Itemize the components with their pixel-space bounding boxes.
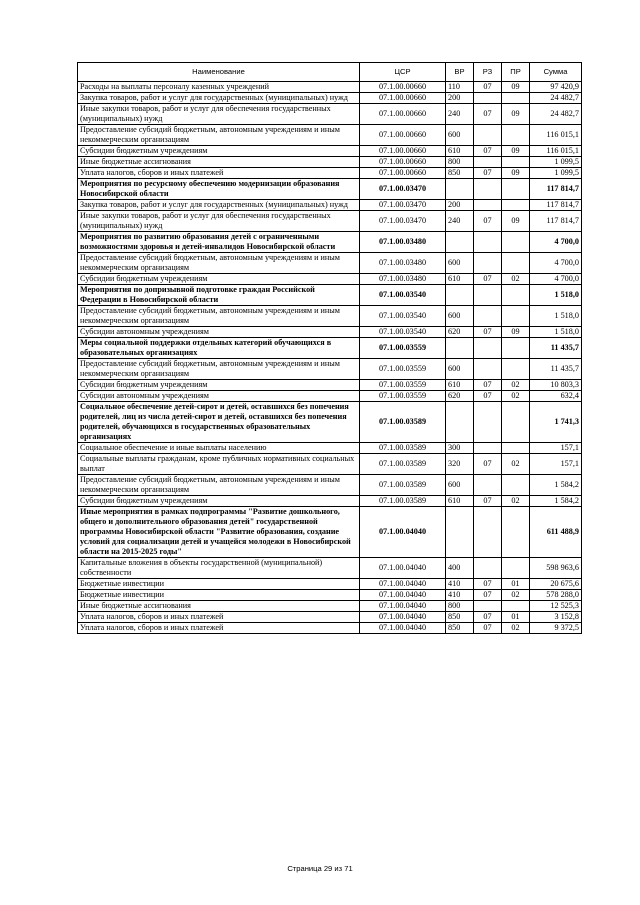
table-row <box>78 391 582 402</box>
table-row <box>78 232 582 253</box>
cell-rz <box>474 125 502 146</box>
cell-sum: 1 099,5 <box>530 168 582 179</box>
cell-name: Закупка товаров, работ и услуг для государственных (муниципальных) нужд <box>78 93 360 104</box>
cell-name: Субсидии бюджетным учреждениям <box>78 496 360 507</box>
cell-vr <box>446 285 474 306</box>
cell-rz <box>474 558 502 579</box>
cell-sum: 3 152,8 <box>530 612 582 623</box>
cell-vr: 850 <box>446 623 474 634</box>
cell-pr <box>502 306 530 327</box>
cell-pr <box>502 125 530 146</box>
cell-sum: 4 700,0 <box>530 253 582 274</box>
table-row <box>78 82 582 93</box>
cell-vr: 240 <box>446 104 474 125</box>
cell-vr <box>446 232 474 253</box>
cell-vr: 600 <box>446 475 474 496</box>
table-row <box>78 507 582 558</box>
cell-csr: 07.1.00.03540 <box>360 327 446 338</box>
cell-name: Субсидии автономным учреждениям <box>78 327 360 338</box>
cell-sum: 632,4 <box>530 391 582 402</box>
cell-name: Меры социальной поддержки отдельных категорий обучающихся в образовательных организациях <box>78 338 360 359</box>
cell-pr <box>502 558 530 579</box>
cell-vr: 800 <box>446 157 474 168</box>
cell-name: Бюджетные инвестиции <box>78 590 360 601</box>
cell-name: Предоставление субсидий бюджетным, автономным учреждениям и иным некоммерческим организациям <box>78 125 360 146</box>
cell-sum: 1 584,2 <box>530 475 582 496</box>
cell-name: Субсидии бюджетным учреждениям <box>78 146 360 157</box>
table-row <box>78 475 582 496</box>
cell-rz: 07 <box>474 454 502 475</box>
cell-sum: 117 814,7 <box>530 179 582 200</box>
budget-table-container <box>77 62 581 634</box>
cell-vr: 800 <box>446 601 474 612</box>
cell-rz: 07 <box>474 590 502 601</box>
table-header-row <box>78 63 582 82</box>
cell-vr <box>446 402 474 443</box>
cell-sum: 598 963,6 <box>530 558 582 579</box>
cell-sum: 4 700,0 <box>530 274 582 285</box>
table-row <box>78 306 582 327</box>
table-row <box>78 168 582 179</box>
cell-rz <box>474 232 502 253</box>
cell-csr: 07.1.00.00660 <box>360 157 446 168</box>
cell-sum: 9 372,5 <box>530 623 582 634</box>
cell-pr <box>502 338 530 359</box>
cell-csr: 07.1.00.03589 <box>360 402 446 443</box>
cell-rz <box>474 306 502 327</box>
cell-name: Иные закупки товаров, работ и услуг для обеспечения государственных (муниципальных) нужд <box>78 211 360 232</box>
cell-rz <box>474 601 502 612</box>
cell-rz: 07 <box>474 146 502 157</box>
header-pr: ПР <box>502 63 530 82</box>
cell-vr: 410 <box>446 590 474 601</box>
header-name: Наименование <box>78 63 360 82</box>
cell-name: Закупка товаров, работ и услуг для государственных (муниципальных) нужд <box>78 200 360 211</box>
cell-sum: 1 741,3 <box>530 402 582 443</box>
cell-name: Социальные выплаты гражданам, кроме публичных нормативных социальных выплат <box>78 454 360 475</box>
table-row <box>78 623 582 634</box>
cell-rz: 07 <box>474 579 502 590</box>
cell-pr <box>502 475 530 496</box>
cell-pr: 09 <box>502 211 530 232</box>
cell-sum: 20 675,6 <box>530 579 582 590</box>
cell-sum: 11 435,7 <box>530 359 582 380</box>
page-number: Страница 29 из 71 <box>287 864 353 873</box>
cell-vr: 600 <box>446 125 474 146</box>
table-row <box>78 558 582 579</box>
cell-csr: 07.1.00.03559 <box>360 338 446 359</box>
cell-name: Субсидии бюджетным учреждениям <box>78 380 360 391</box>
cell-vr: 610 <box>446 146 474 157</box>
cell-vr: 240 <box>446 211 474 232</box>
cell-name: Уплата налогов, сборов и иных платежей <box>78 612 360 623</box>
table-row <box>78 104 582 125</box>
cell-csr: 07.1.00.03559 <box>360 359 446 380</box>
cell-vr: 610 <box>446 380 474 391</box>
cell-pr: 09 <box>502 104 530 125</box>
cell-name: Субсидии автономным учреждениям <box>78 391 360 402</box>
cell-pr <box>502 93 530 104</box>
cell-rz <box>474 179 502 200</box>
cell-name: Иные бюджетные ассигнования <box>78 157 360 168</box>
cell-csr: 07.1.00.03540 <box>360 306 446 327</box>
cell-sum: 116 015,1 <box>530 146 582 157</box>
cell-pr: 02 <box>502 380 530 391</box>
cell-sum: 24 482,7 <box>530 104 582 125</box>
cell-vr: 200 <box>446 200 474 211</box>
cell-vr <box>446 338 474 359</box>
cell-csr: 07.1.00.03470 <box>360 200 446 211</box>
cell-csr: 07.1.00.03470 <box>360 179 446 200</box>
cell-rz: 07 <box>474 391 502 402</box>
cell-csr: 07.1.00.03559 <box>360 380 446 391</box>
cell-name: Иные мероприятия в рамках подпрограммы "Развитие дошкольного, общего и дополнительного образования детей" государственной программы Новосибирской области "Развитие образования, создание условий для социализации детей и учащейся молодежи в Новосибирской области на 2015-2025 годы" <box>78 507 360 558</box>
cell-rz <box>474 443 502 454</box>
cell-rz: 07 <box>474 623 502 634</box>
cell-pr: 09 <box>502 168 530 179</box>
cell-name: Бюджетные инвестиции <box>78 579 360 590</box>
cell-vr: 850 <box>446 168 474 179</box>
cell-pr: 09 <box>502 146 530 157</box>
cell-rz: 07 <box>474 211 502 232</box>
cell-sum: 4 700,0 <box>530 232 582 253</box>
cell-vr: 620 <box>446 391 474 402</box>
cell-csr: 07.1.00.03589 <box>360 475 446 496</box>
header-rz: РЗ <box>474 63 502 82</box>
cell-csr: 07.1.00.03589 <box>360 454 446 475</box>
cell-vr: 600 <box>446 359 474 380</box>
cell-csr: 07.1.00.03559 <box>360 391 446 402</box>
cell-csr: 07.1.00.03480 <box>360 232 446 253</box>
cell-name: Предоставление субсидий бюджетным, автономным учреждениям и иным некоммерческим организациям <box>78 306 360 327</box>
cell-sum: 157,1 <box>530 443 582 454</box>
cell-vr: 110 <box>446 82 474 93</box>
cell-csr: 07.1.00.03480 <box>360 274 446 285</box>
cell-csr: 07.1.00.04040 <box>360 612 446 623</box>
cell-vr: 320 <box>446 454 474 475</box>
cell-rz: 07 <box>474 612 502 623</box>
cell-name: Уплата налогов, сборов и иных платежей <box>78 623 360 634</box>
cell-vr: 610 <box>446 274 474 285</box>
table-row <box>78 359 582 380</box>
cell-pr <box>502 359 530 380</box>
cell-sum: 24 482,7 <box>530 93 582 104</box>
cell-pr: 09 <box>502 82 530 93</box>
cell-name: Предоставление субсидий бюджетным, автономным учреждениям и иным некоммерческим организациям <box>78 475 360 496</box>
cell-name: Капитальные вложения в объекты государственной (муниципальной) собственности <box>78 558 360 579</box>
cell-sum: 117 814,7 <box>530 211 582 232</box>
cell-sum: 1 099,5 <box>530 157 582 168</box>
cell-name: Иные бюджетные ассигнования <box>78 601 360 612</box>
table-row <box>78 211 582 232</box>
cell-vr: 610 <box>446 496 474 507</box>
cell-pr: 02 <box>502 496 530 507</box>
cell-sum: 12 525,3 <box>530 601 582 612</box>
cell-vr: 400 <box>446 558 474 579</box>
cell-rz: 07 <box>474 380 502 391</box>
cell-vr: 620 <box>446 327 474 338</box>
cell-rz <box>474 359 502 380</box>
table-row <box>78 402 582 443</box>
cell-pr: 02 <box>502 274 530 285</box>
cell-csr: 07.1.00.04040 <box>360 558 446 579</box>
table-row <box>78 496 582 507</box>
table-row <box>78 327 582 338</box>
cell-rz <box>474 200 502 211</box>
header-csr: ЦСР <box>360 63 446 82</box>
cell-name: Иные закупки товаров, работ и услуг для обеспечения государственных (муниципальных) нужд <box>78 104 360 125</box>
cell-sum: 116 015,1 <box>530 125 582 146</box>
cell-name: Предоставление субсидий бюджетным, автономным учреждениям и иным некоммерческим организациям <box>78 359 360 380</box>
cell-sum: 1 584,2 <box>530 496 582 507</box>
cell-rz: 07 <box>474 82 502 93</box>
table-row <box>78 93 582 104</box>
cell-pr <box>502 157 530 168</box>
cell-csr: 07.1.00.03589 <box>360 496 446 507</box>
cell-csr: 07.1.00.03540 <box>360 285 446 306</box>
cell-rz: 07 <box>474 496 502 507</box>
cell-name: Социальное обеспечение детей-сирот и детей, оставшихся без попечения родителей, лиц из числа детей-сирот и детей, оставшихся без попечения родителей, обучающихся в государственных образовательных организациях <box>78 402 360 443</box>
cell-pr: 09 <box>502 327 530 338</box>
cell-pr: 01 <box>502 579 530 590</box>
table-row <box>78 338 582 359</box>
cell-csr: 07.1.00.00660 <box>360 125 446 146</box>
cell-rz <box>474 338 502 359</box>
cell-csr: 07.1.00.03589 <box>360 443 446 454</box>
cell-csr: 07.1.00.04040 <box>360 601 446 612</box>
cell-pr <box>502 285 530 306</box>
cell-rz <box>474 157 502 168</box>
header-sum: Сумма <box>530 63 582 82</box>
table-row <box>78 612 582 623</box>
cell-sum: 611 488,9 <box>530 507 582 558</box>
cell-csr: 07.1.00.04040 <box>360 623 446 634</box>
cell-pr: 01 <box>502 612 530 623</box>
cell-sum: 1 518,0 <box>530 306 582 327</box>
cell-csr: 07.1.00.03480 <box>360 253 446 274</box>
cell-pr <box>502 443 530 454</box>
cell-vr: 600 <box>446 253 474 274</box>
cell-name: Расходы на выплаты персоналу казенных учреждений <box>78 82 360 93</box>
cell-csr: 07.1.00.00660 <box>360 104 446 125</box>
cell-pr <box>502 200 530 211</box>
cell-vr: 200 <box>446 93 474 104</box>
cell-sum: 117 814,7 <box>530 200 582 211</box>
cell-pr <box>502 507 530 558</box>
cell-csr: 07.1.00.00660 <box>360 146 446 157</box>
cell-name: Уплата налогов, сборов и иных платежей <box>78 168 360 179</box>
cell-rz: 07 <box>474 168 502 179</box>
table-row <box>78 157 582 168</box>
cell-vr <box>446 179 474 200</box>
table-row <box>78 380 582 391</box>
cell-rz <box>474 285 502 306</box>
cell-csr: 07.1.00.04040 <box>360 590 446 601</box>
cell-rz <box>474 253 502 274</box>
cell-pr <box>502 601 530 612</box>
cell-csr: 07.1.00.03470 <box>360 211 446 232</box>
cell-sum: 97 420,9 <box>530 82 582 93</box>
cell-pr: 02 <box>502 391 530 402</box>
table-row <box>78 454 582 475</box>
budget-table <box>77 62 582 634</box>
table-row <box>78 443 582 454</box>
cell-pr <box>502 253 530 274</box>
cell-pr: 02 <box>502 623 530 634</box>
cell-name: Мероприятия по развитию образования детей с ограниченными возможностями здоровья и детей-инвалидов Новосибирской области <box>78 232 360 253</box>
cell-sum: 1 518,0 <box>530 285 582 306</box>
cell-pr <box>502 179 530 200</box>
table-row <box>78 253 582 274</box>
cell-csr: 07.1.00.04040 <box>360 507 446 558</box>
cell-csr: 07.1.00.00660 <box>360 168 446 179</box>
cell-sum: 157,1 <box>530 454 582 475</box>
table-row <box>78 601 582 612</box>
table-row <box>78 274 582 285</box>
cell-pr: 02 <box>502 590 530 601</box>
cell-csr: 07.1.00.00660 <box>360 82 446 93</box>
cell-rz: 07 <box>474 327 502 338</box>
table-row <box>78 590 582 601</box>
cell-name: Предоставление субсидий бюджетным, автономным учреждениям и иным некоммерческим организациям <box>78 253 360 274</box>
cell-vr: 850 <box>446 612 474 623</box>
table-row <box>78 146 582 157</box>
cell-sum: 11 435,7 <box>530 338 582 359</box>
table-row <box>78 579 582 590</box>
cell-name: Субсидии бюджетным учреждениям <box>78 274 360 285</box>
cell-vr: 300 <box>446 443 474 454</box>
cell-sum: 1 518,0 <box>530 327 582 338</box>
cell-vr: 600 <box>446 306 474 327</box>
table-row <box>78 285 582 306</box>
cell-name: Социальное обеспечение и иные выплаты населению <box>78 443 360 454</box>
cell-pr <box>502 402 530 443</box>
header-vr: ВР <box>446 63 474 82</box>
table-row <box>78 125 582 146</box>
table-row <box>78 200 582 211</box>
cell-rz <box>474 507 502 558</box>
cell-pr: 02 <box>502 454 530 475</box>
cell-rz <box>474 475 502 496</box>
table-body <box>78 82 582 634</box>
cell-pr <box>502 232 530 253</box>
cell-vr <box>446 507 474 558</box>
cell-csr: 07.1.00.04040 <box>360 579 446 590</box>
table-row <box>78 179 582 200</box>
cell-rz: 07 <box>474 104 502 125</box>
cell-rz <box>474 402 502 443</box>
cell-csr: 07.1.00.00660 <box>360 93 446 104</box>
cell-name: Мероприятия по ресурсному обеспечению модернизации образования Новосибирской области <box>78 179 360 200</box>
cell-sum: 10 803,3 <box>530 380 582 391</box>
cell-name: Мероприятия по допризывной подготовке граждан Российской Федерации в Новосибирской области <box>78 285 360 306</box>
cell-sum: 578 288,0 <box>530 590 582 601</box>
cell-rz <box>474 93 502 104</box>
cell-vr: 410 <box>446 579 474 590</box>
cell-rz: 07 <box>474 274 502 285</box>
